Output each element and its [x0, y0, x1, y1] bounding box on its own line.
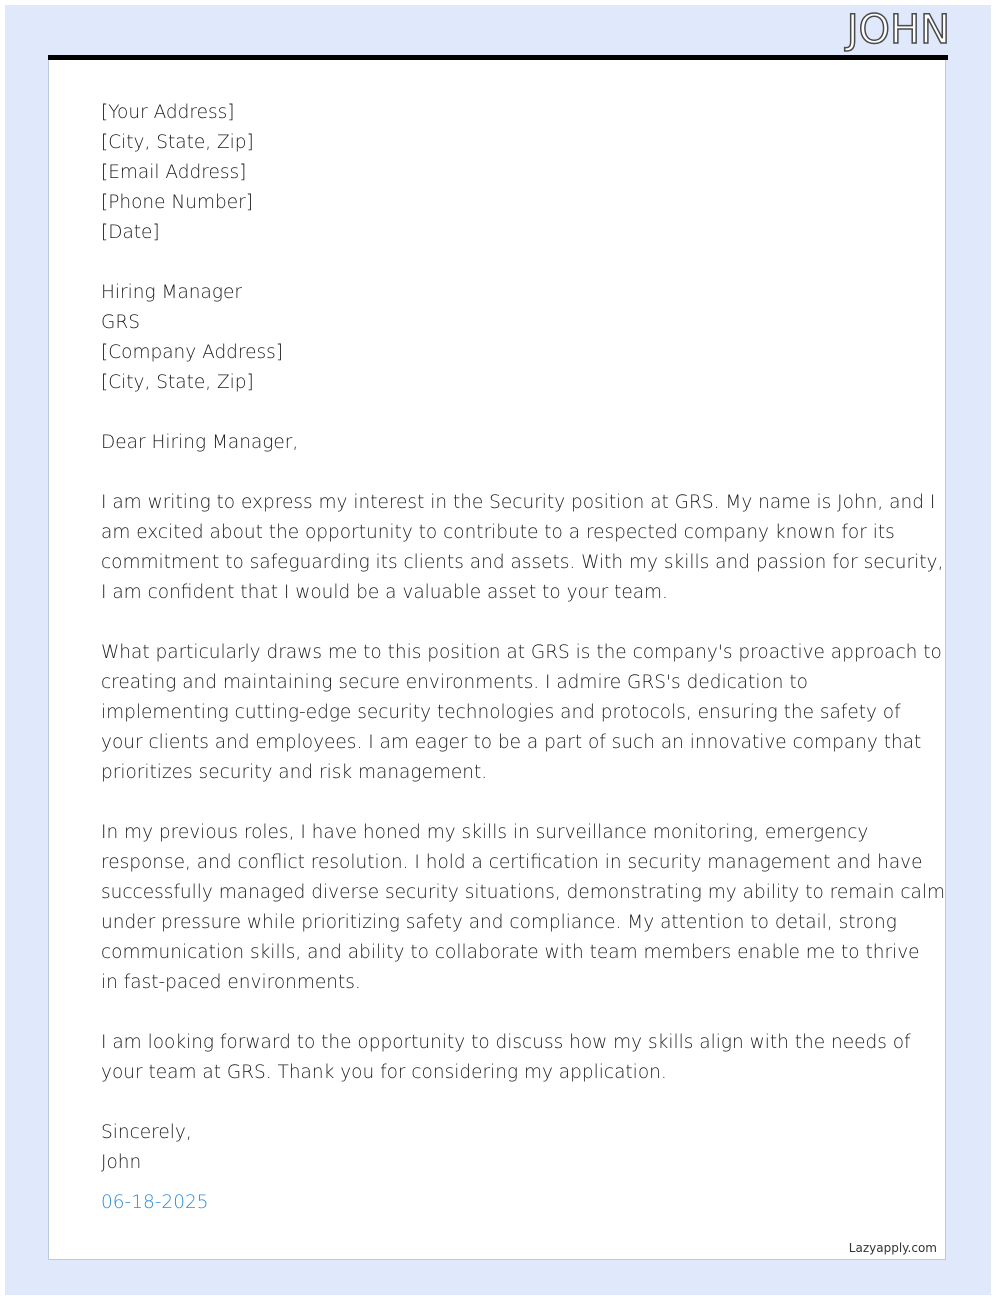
body-paragraph-3	[101, 818, 945, 998]
paragraph-line: In my previous roles, I have honed my skills in surveillance monitoring, emergency	[101, 822, 869, 843]
footer-brand: Lazyapply.com	[848, 1241, 937, 1255]
sender-city: [City, State, Zip]	[101, 132, 254, 153]
paragraph-line: communication skills, and ability to collaborate with team members enable me to thrive	[101, 942, 920, 963]
recipient-block	[101, 278, 901, 398]
salutation-text: Dear Hiring Manager,	[101, 432, 299, 453]
recipient-city: [City, State, Zip]	[101, 372, 254, 393]
letter-page	[48, 60, 946, 1260]
paragraph-line: am excited about the opportunity to contribute to a respected company known for its	[101, 522, 895, 543]
sender-address: [Your Address]	[101, 102, 235, 123]
paragraph-line: prioritizes security and risk management.	[101, 762, 488, 783]
salutation	[101, 428, 901, 458]
letter-date: 06-18-2025	[101, 1192, 209, 1213]
paragraph-line: I am looking forward to the opportunity to discuss how my skills align with the needs of	[101, 1032, 911, 1053]
closing-block	[101, 1118, 901, 1218]
sender-email: [Email Address]	[101, 162, 247, 183]
sender-block	[101, 98, 901, 248]
signature: John	[101, 1152, 142, 1173]
paragraph-line: I am writing to express my interest in the Security position at GRS. My name is John, and I	[101, 492, 936, 513]
body-paragraph-4	[101, 1028, 911, 1088]
paragraph-line: commitment to safeguarding its clients and assets. With my skills and passion for security,	[101, 552, 944, 573]
paragraph-line: your team at GRS. Thank you for considering my application.	[101, 1062, 667, 1083]
paragraph-line: I am confident that I would be a valuable asset to your team.	[101, 582, 668, 603]
recipient-company: GRS	[101, 312, 140, 333]
paragraph-line: creating and maintaining secure environments. I admire GRS's dedication to	[101, 672, 808, 693]
paragraph-line: in fast-paced environments.	[101, 972, 361, 993]
paragraph-line: under pressure while prioritizing safety and compliance. My attention to detail, strong	[101, 912, 897, 933]
header-name: JOHN	[846, 7, 950, 53]
body-paragraph-2	[101, 638, 942, 788]
paragraph-line: implementing cutting-edge security technologies and protocols, ensuring the safety of	[101, 702, 901, 723]
recipient-address: [Company Address]	[101, 342, 284, 363]
sender-phone: [Phone Number]	[101, 192, 253, 213]
body-paragraph-1	[101, 488, 944, 608]
recipient-title: Hiring Manager	[101, 282, 242, 303]
paragraph-line: What particularly draws me to this position at GRS is the company's proactive approach to	[101, 642, 942, 663]
paragraph-line: successfully managed diverse security situations, demonstrating my ability to remain calm	[101, 882, 945, 903]
paragraph-line: your clients and employees. I am eager to be a part of such an innovative company that	[101, 732, 922, 753]
paragraph-line: response, and conflict resolution. I hold a certification in security management and have	[101, 852, 923, 873]
signoff: Sincerely,	[101, 1122, 192, 1143]
letter-content	[101, 98, 945, 1218]
sender-date: [Date]	[101, 222, 160, 243]
